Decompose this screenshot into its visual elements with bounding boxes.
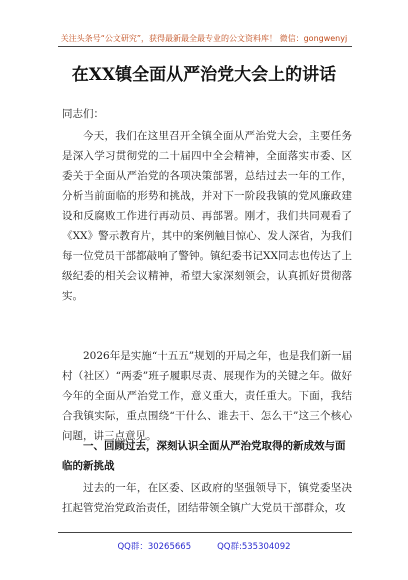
- footer-qq-group-1: QQ群：30265665: [117, 542, 192, 552]
- paragraph-1: 今天，我们在这里召开全镇全面从严治党大会，主要任务是深入学习贯彻党的二十届四中全会精神，全面落实市委、区委关于全面从严治党的各项决策部署，总结过去一年的工作，分析当前面临的形势和挑战，并对下一阶段我镇的党风廉政建设和反腐败工作进行再动员、再部署。刚才，我们共同观看了《XX》警示教育片，其中的案例触目惊心、发人深省，为我们每一位党员干部都敲响了警钟。镇纪委书记XX同志也传达了上级纪委的相关会议精神，希望大家深刻领会，认真抓好贯彻落实。: [62, 130, 352, 302]
- header-promo-note: 关注头条号“公文研究”，获得最新最全最专业的公文资料库！ 微信：gongwenyj: [60, 34, 348, 43]
- footer: [0, 540, 408, 552]
- paragraph-2: 2026年是实施“十五五”规划的开局之年，也是我们新一届村（社区）“两委”班子履职尽责、展现作为的关键之年。做好今年的全面从严治党工作，意义重大，责任重大。下面，我结合我镇实际，重点围绕“干什么、谁去干、怎么干”这三个核心问题，讲三点意见。: [62, 350, 352, 442]
- header-rule: [58, 46, 352, 47]
- document-title: 在XX镇全面从严治党大会上的讲话: [71, 65, 337, 85]
- section-paragraph: 过去的一年，在区委、区政府的坚强领导下，镇党委坚决扛起管党治党政治责任，团结带领全镇广大党员干部群众，攻: [62, 482, 352, 514]
- footer-qq-group-2: QQ群:535304092: [217, 542, 291, 552]
- greeting: 同志们：: [62, 108, 104, 120]
- section-heading: 一、回顾过去，深刻认识全面从严治党取得的新成效与面临的新挑战: [62, 440, 346, 472]
- footer-rule: [58, 532, 352, 533]
